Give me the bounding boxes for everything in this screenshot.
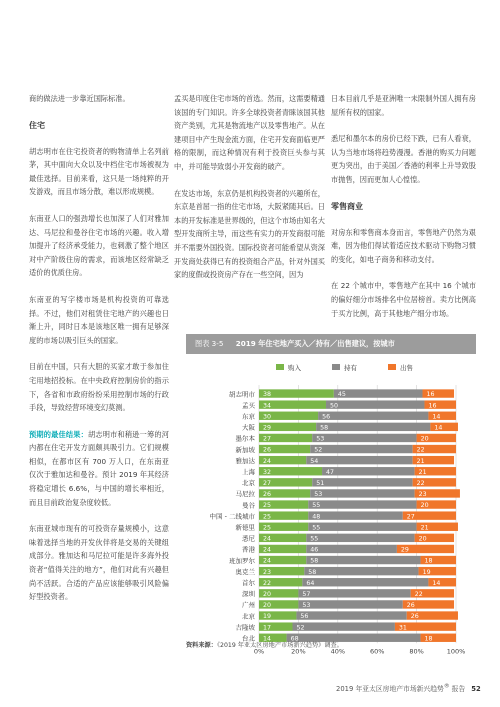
bar-segment: [312, 434, 416, 442]
category-label: 深圳: [242, 590, 255, 599]
paragraph: 胡志明市在住宅投资者的购物清单上名列前茅，其中面向大众以及中档住宅市场被视为最佳选择。目前来看，这只是一场纯粹的开发游戏，而且市场分散，难以形成规模。: [29, 146, 169, 197]
data-label: 52: [296, 624, 305, 632]
data-label: 20: [420, 435, 429, 443]
data-label: 55: [312, 524, 321, 532]
category-label: 吉隆坡: [235, 623, 255, 632]
category-label: 孟买: [242, 401, 255, 410]
paragraph: 商的做法进一步靠近国际标准。: [29, 94, 130, 103]
data-label: 16: [428, 402, 437, 410]
paragraph: 孟买是印度住宅市场的首选。然而，这需要精通该国的专门知识。许多全球投资者青睐该国其他资产类别，尤其是物流地产以及零售地产。从在建项目中产生现金流方面，住宅开发商面临更严格的限制，而这种情况有利于投资巨头参与其中，并可能导致弱小开发商的破产。: [174, 94, 325, 171]
data-label: 25: [263, 524, 272, 532]
category-label: 新加坡: [235, 445, 255, 454]
category-label: 上海: [242, 467, 255, 476]
data-label: 22: [416, 479, 425, 487]
data-label: 29: [263, 424, 272, 432]
bar-segment: [308, 500, 416, 508]
paragraph: 日本目前几乎是亚洲唯一未限制外国人拥有房屋所有权的国家。: [331, 94, 476, 117]
bar-segment: [306, 534, 414, 542]
bar-segment: [310, 489, 414, 497]
data-label: 14: [432, 579, 441, 587]
category-label: 奥克兰: [235, 567, 255, 576]
category-label: 台北: [242, 634, 255, 643]
figure-title: 2019 年住宅地产买入／持有／出售建议，按城市: [235, 339, 395, 348]
data-label: 20: [263, 602, 272, 610]
x-tick-label: 40%: [330, 647, 346, 656]
data-label: 24: [263, 535, 272, 543]
figure-source: [186, 640, 343, 649]
data-label: 52: [314, 446, 323, 454]
data-label: 26: [410, 613, 419, 621]
data-label: 24: [263, 557, 272, 565]
category-label: 马尼拉: [235, 490, 255, 499]
bar-segment: [326, 400, 425, 408]
x-tick-label: 20%: [291, 647, 306, 656]
data-label: 17: [263, 624, 272, 632]
paragraph-best-outcome: [29, 428, 169, 510]
data-label: 23: [418, 491, 427, 499]
data-label: 23: [263, 568, 272, 576]
figure-number: 图表 3-5: [195, 339, 224, 348]
bar-segment: [292, 622, 394, 630]
category-label: 雅加达: [235, 456, 255, 465]
legend-label: 购入: [288, 364, 301, 372]
data-label: 19: [422, 568, 431, 576]
category-label: 香港: [242, 545, 255, 554]
paragraph: 东南亚的写字楼市场是机构投资的可靠选择。不过，他们对租赁住宅地产的兴趣也日渐上升，同时日本是该地区唯一拥有足够深度的市场以吸引巨头的国家。: [29, 294, 169, 345]
paragraph-text: 胡志明市和稍逊一筹的河内都在住宅开发方面颇具吸引力。它们规模相似，在都市区有 700 万人口，在东南亚仅次于雅加达和曼谷。预计 2019 年其经济将稳定增长 6.6%，与中国的增长率相近，而且目前政治复杂度较低。: [29, 429, 169, 507]
bar-segment: [306, 556, 420, 564]
data-label: 14: [432, 413, 441, 421]
bar-segment: [322, 467, 415, 475]
category-label: 东京: [242, 412, 255, 421]
data-label: 53: [302, 602, 311, 610]
column-left: [29, 92, 169, 617]
category-label: 大阪: [242, 423, 255, 432]
data-label: 24: [263, 457, 272, 465]
data-label: 53: [316, 435, 325, 443]
page-number: 52: [471, 685, 481, 693]
category-label: 北京: [242, 612, 255, 621]
category-label: 悉尼: [242, 534, 255, 543]
bar-segment: [334, 389, 423, 397]
legend-swatch: [388, 364, 396, 370]
data-label: 29: [400, 546, 409, 554]
category-label: 新德里: [235, 523, 255, 532]
footer-suffix: 报告: [449, 685, 466, 693]
data-label: 53: [314, 491, 323, 499]
category-label: 北京: [242, 479, 255, 488]
data-label: 51: [316, 479, 325, 487]
data-label: 18: [424, 635, 433, 643]
bar-segment: [306, 456, 412, 464]
figure-header: [186, 334, 476, 354]
data-label: 26: [406, 602, 415, 610]
category-label: 中国 - 二线城市: [209, 512, 255, 521]
legend-swatch: [332, 364, 340, 370]
paragraph: 对房东和零售商本身而言，零售地产仍然为艰难，因为他们得试着适应技术驱动下购物习惯的变化，如电子商务和移动支付。: [331, 227, 476, 264]
data-label: 57: [302, 590, 311, 598]
bar-segment: [298, 600, 402, 608]
data-label: 50: [329, 402, 338, 410]
data-label: 20: [418, 535, 427, 543]
bar-segment: [302, 578, 428, 586]
data-label: 24: [263, 546, 272, 554]
section-heading-retail: 零售商业: [331, 201, 363, 211]
highlight-label: 预期的最佳结果：: [29, 429, 89, 439]
data-label: 20: [263, 590, 272, 598]
data-label: 21: [418, 468, 427, 476]
data-label: 30: [263, 413, 272, 421]
paragraph: 东南亚人口的强劲增长也加深了人们对雅加达、马尼拉和曼谷住宅市场的兴趣。收入增加提升了经济承受能力，也刺激了整个地区对中产阶级住房的需求，而该地区经常缺乏适价的优质住房。: [29, 213, 169, 278]
data-label: 32: [263, 468, 272, 476]
category-label: 首尔: [242, 578, 255, 587]
data-label: 27: [406, 513, 415, 521]
source-text: 《2019 年亚太区房地产市场新兴趋势》调查。: [216, 642, 343, 649]
data-label: 25: [263, 513, 272, 521]
x-tick-label: 60%: [369, 647, 385, 656]
bar-segment: [308, 523, 416, 531]
bar-segment: [298, 589, 410, 597]
data-label: 58: [308, 568, 317, 576]
paragraph: 目前在中国，只有大胆的买家才敢于参加住宅用地招投标。在中央政府控制房价的指示下，各省和市政府纷纷采用控制市场的行政手段，导致经营环境变幻莫测。: [29, 362, 169, 413]
bar-segment: [318, 412, 428, 420]
data-label: 56: [300, 613, 309, 621]
data-label: 34: [263, 402, 272, 410]
stacked-bar-chart: [186, 354, 476, 656]
data-label: 64: [306, 579, 315, 587]
data-label: 25: [263, 502, 272, 510]
data-label: 19: [263, 613, 272, 621]
data-label: 16: [426, 391, 435, 399]
data-label: 26: [263, 446, 272, 454]
bar-segment: [308, 511, 403, 519]
page-footer: [336, 683, 481, 693]
paragraph: 在 22 个城市中，零售地产在其中 16 个城市的偏好细分市场排名中位居榜首。卖方比例高于买方比例，高于其他地产细分市场。: [331, 281, 476, 318]
legend-label: 持有: [344, 364, 357, 372]
category-label: 胡志明市: [229, 390, 255, 399]
data-label: 54: [310, 457, 319, 465]
footer-title: 2019 年亚太区房地产市场新兴趋势: [336, 685, 444, 693]
data-label: 18: [424, 557, 433, 565]
section-heading-housing: 住宅: [29, 120, 45, 130]
data-label: 56: [322, 413, 331, 421]
data-label: 38: [263, 391, 272, 399]
data-label: 27: [263, 479, 272, 487]
data-label: 22: [416, 446, 425, 454]
x-tick-label: 0%: [253, 647, 265, 656]
bar-segment: [304, 567, 418, 575]
bar-segment: [316, 423, 430, 431]
figure: [186, 334, 476, 656]
data-label: 26: [263, 491, 272, 499]
data-label: 46: [310, 546, 319, 554]
category-label: 广州: [242, 601, 255, 610]
x-tick-label: 80%: [409, 647, 424, 656]
data-label: 20: [420, 502, 429, 510]
category-label: 墨尔本: [235, 434, 255, 443]
data-label: 22: [263, 579, 272, 587]
data-label: 48: [312, 513, 321, 521]
data-label: 47: [326, 468, 335, 476]
bar-segment: [310, 445, 412, 453]
category-label: 班加罗尔: [229, 556, 255, 565]
paragraph: 在发达市场，东京仍是机构投资者的兴趣所在，东京是首屈一指的住宅市场，大阪紧随其后。日本的开发标准是世界级的，但这个市场由知名大型开发商所主导，而这些有实力的开发商很可能并不需要外国投资。国际投资者可能希望从资深开发商处获得已有的投资组合产品，针对外国买家的度假或投资房产存在一些空间，因为: [174, 188, 325, 280]
data-label: 14: [434, 424, 443, 432]
data-label: 68: [290, 635, 299, 643]
source-label: 资料来源：: [186, 642, 217, 649]
data-label: 27: [263, 435, 272, 443]
legend-swatch: [276, 364, 284, 370]
paragraph: 东南亚城市现有的可投资存量规模小，这意味着选择当地的开发伙伴将是交易的关键组成部分。雅加达和马尼拉可能是许多海外投资者“值得关注的地方”，他们对此有兴趣但尚不活跃。合适的产品应该能够吸引风险偏好型投资者。: [29, 524, 169, 602]
registered-mark: ®: [443, 683, 450, 690]
data-label: 22: [414, 590, 423, 598]
paragraph: 悉尼和墨尔本的房价已经下跌，已有人看衰，认为当地市场将趋势漫漫。香港的购买力问题更为突出，由于美国／香港的利率上升导致股市抛售，因而更加人心惶惶。: [331, 134, 476, 184]
bar-segment: [296, 611, 406, 619]
data-label: 58: [320, 424, 329, 432]
x-tick-label: 100%: [446, 647, 466, 656]
bar-segment: [312, 478, 412, 486]
data-label: 21: [416, 457, 425, 465]
data-label: 31: [398, 624, 407, 632]
data-label: 21: [420, 524, 429, 532]
bar-segment: [306, 545, 397, 553]
data-label: 55: [312, 502, 321, 510]
legend-label: 出售: [400, 364, 413, 372]
data-label: 55: [310, 535, 319, 543]
data-label: 58: [310, 557, 319, 565]
data-label: 45: [337, 391, 346, 399]
data-label: 14: [263, 635, 272, 643]
column-middle: [174, 92, 325, 295]
column-right: [331, 92, 476, 333]
category-label: 曼谷: [242, 501, 255, 510]
